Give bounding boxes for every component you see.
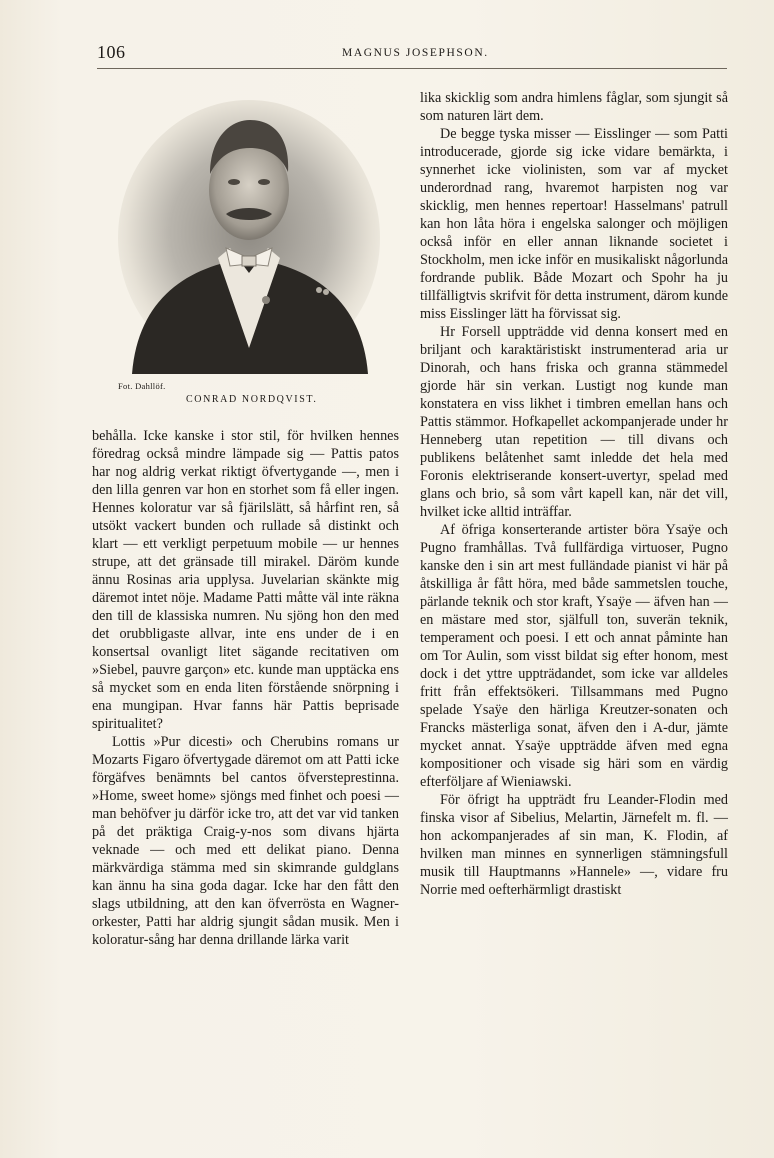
photo-credit: Fot. Dahllöf.: [118, 381, 166, 391]
figure-caption: CONRAD NORDQVIST.: [186, 394, 318, 405]
paragraph: behålla. Icke kanske i stor stil, för hvilken hennes föredrag också mindre lämpade sig — Pattis patos har nog aldrig verkat riktigt öfvertygande —, men i den lilla genren var hon en storhet som få eller ingen. Hennes koloratur var så fjärilslätt, så hårfint ren, så utsökt vackert bunden och rullade så distinkt och klart — ett verkligt perpetuum mobile — ur hennes strupe, att det gränsade till mirakel. Däröm kunde ännu Rosinas aria upplysa. Juvelarian skänkte mig däremot intet nöje. Madame Patti måtte väl inte räkna den till de klassiska numren. Nu sjöng hon den med det orubbligaste allvar, inte ens under de i en konsertsal ovanligt litet sägande recitativen om »Siebel, pauvre garçon» etc. kunde man upptäcka ens så mycket som en enda liten förstående snörpning i ena mungipan. Hvar fanns här Pattis beprisade spiritualitet?: [92, 428, 399, 732]
left-text-column: [92, 427, 399, 949]
paragraph: Af öfriga konserterande artister böra Ysaÿe och Pugno framhållas. Två fullfärdiga virtuoser, Pugno kanske den i sin art mest fulländade pianist vi här på åtskilliga år fått höra, med både sammetslen touche, pärlande teknik och stor kraft, Ysaÿe — äfven han — en mästare med stor, själfull ton, suverän teknik, temperament och poesi. I ett och annat påminte han om Tor Aulin, som visst bildat sig efter honom, mest dock i det yttre uppträdandet, som icke var alldeles fritt från effektsökeri. Tillsammans med Pugno spelade Ysaÿe den härliga Kreutzer-sonaten och Francks mästerliga sonat, äfven den i A-dur, jämte mycket annat. Ysaÿe uppträdde äfven med egna kompositioner och visade sig häri som en värdig efterföljare af Wieniawski.: [420, 522, 728, 790]
page-number: 106: [97, 42, 126, 62]
running-head: MAGNUS JOSEPHSON.: [342, 47, 489, 59]
right-text-column: [420, 89, 728, 899]
paragraph: Lottis »Pur dicesti» och Cherubins romans ur Mozarts Figaro öfvertygade däremot om att Patti icke förgäfves benämnts bel cantos öfversteprestinna. »Home, sweet home» sjöngs med finhet och poesi — man behöfver ju därför icke tro, att det var vid tanken på det präktiga Craig-y-nos som divans hjärta veknade — och med ett delikat piano. Denna märkvärdiga stämma med sin skimrande guldglans kan ännu ha sina goda dagar. Icke har den fått den slags utbildning, att den kan öfverrösta en Wagner-orkester, Patti har aldrig sjungit sådan musik. Men i koloratur-sång har denna drillande lärka varit: [92, 734, 399, 948]
paragraph: Hr Forsell uppträdde vid denna konsert med en briljant och karaktäristiskt instrumenterad aria ur Dinorah, och hans friska och granna stämmedel gjorde här sin verkan. Lustigt nog kunde man konstatera en viss likhet i timbren emellan hans och Pattis stämmor. Hofkapellet ackompanjerade under hr Henneberg utan repetition — till divans och publikens belåtenhet samt inledde det hela med Foronis elektriserande konsert-uvertyr, spelad med glans och brio, så som vårt kapell kan, när det vill, hvilket icke alltid inträffar.: [420, 324, 728, 520]
header-rule: [97, 68, 727, 69]
paragraph: De begge tyska misser — Eisslinger — som Patti introducerade, gjorde sig icke vidare bemärkta, i synnerhet icke violinisten, som var af mycket underordnad rang, hvaremot harpisten nog var skicklig, men hennes repertoar! Hasselmans' patrull kan hon låta höra i engelska salonger och möjligen också inför en eller annan liknande societet i Stockholm, men icke inför en musikaliskt någorlunda fordrande publik. Både Mozart och Spohr ha ju tillfälligtvis skrifvit för detta instrument, därom kunde miss Eisslinger lätt ha förvissat sig.: [420, 126, 728, 322]
paragraph: lika skicklig som andra himlens fåglar, som sjungit så som naturen lärt dem.: [420, 90, 728, 124]
paragraph: För öfrigt ha uppträdt fru Leander-Flodin med finska visor af Sibelius, Melartin, Järnefelt m. fl. — hon ackompanjerades af sin man, K. Flodin, af hvilken man minnes en synnerligen stämningsfull musik till Hauptmanns »Hannele» —, vidare fru Norrie med oefterhärmligt drastiskt: [420, 792, 728, 898]
portrait-photo: [118, 98, 380, 374]
